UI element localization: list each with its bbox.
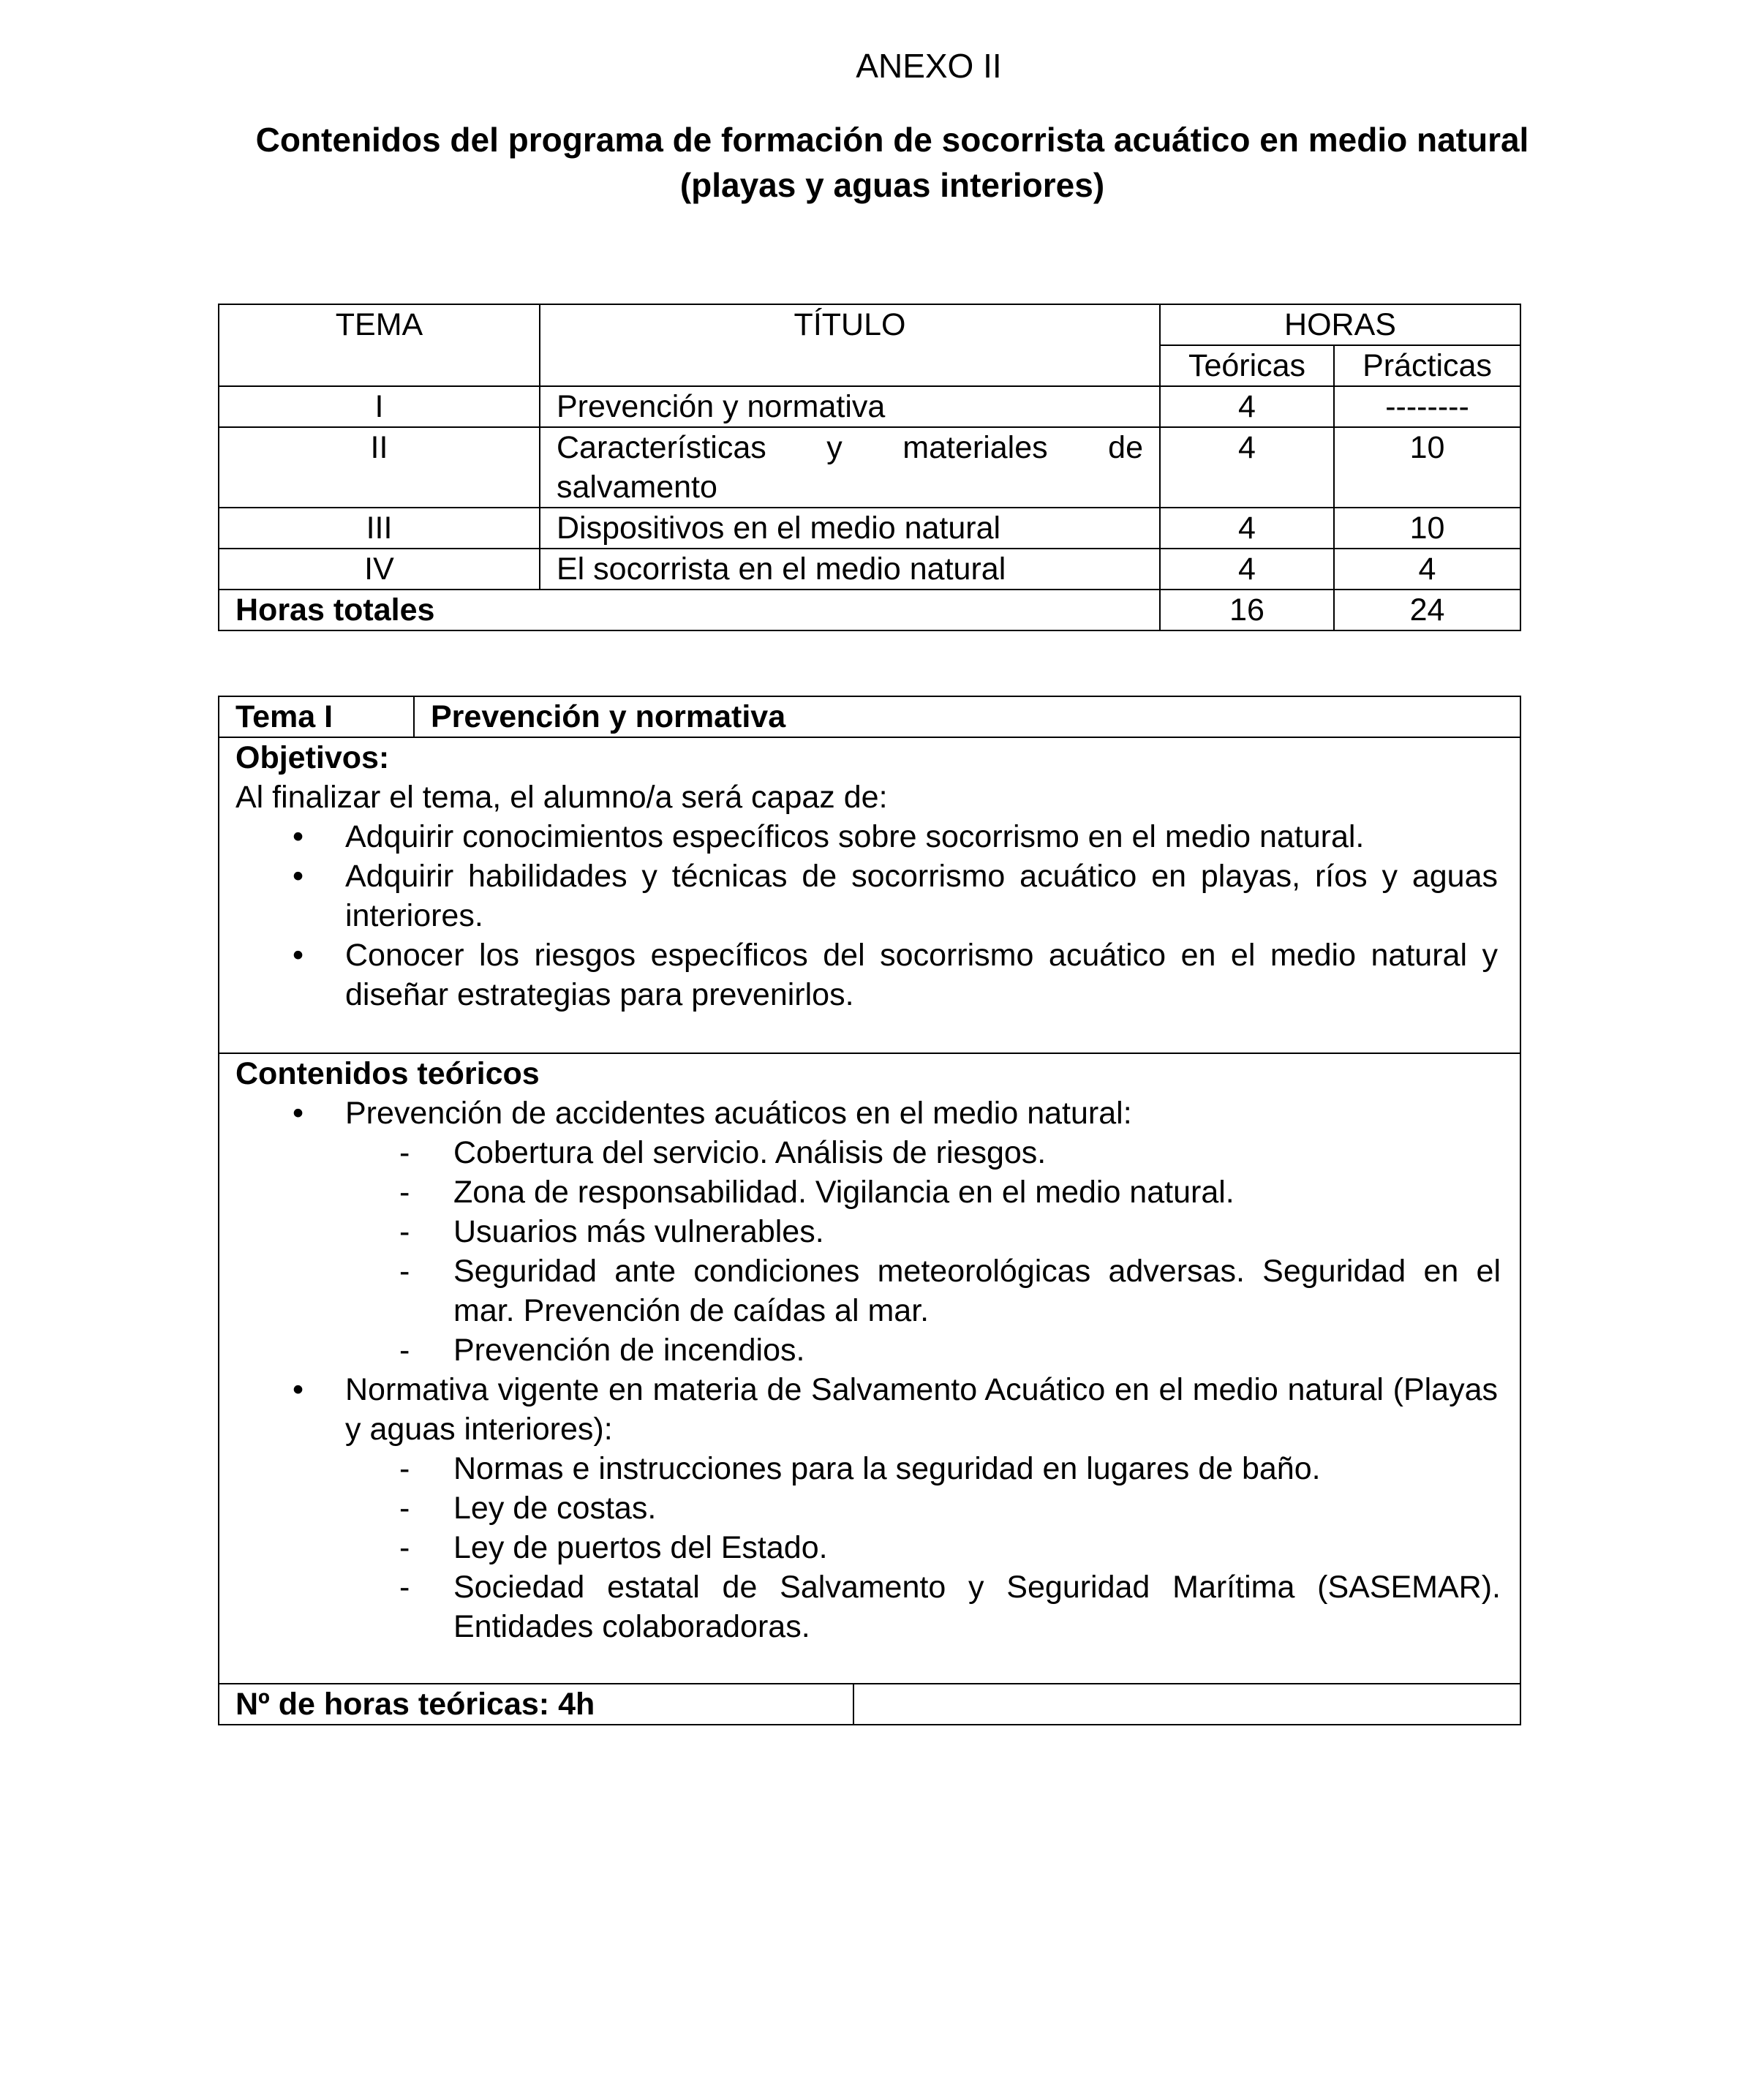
list-item: • Conocer los riesgos específicos del socorrismo acuático en el medio natural y diseñar estrategias para prevenirlos. (235, 935, 1501, 1014)
dash-icon: - (399, 1451, 410, 1486)
bullet-icon: • (293, 1372, 304, 1407)
objetivos-row (219, 737, 1520, 1053)
totals-teoricas: 16 (1160, 590, 1334, 630)
dash-icon: - (399, 1530, 410, 1565)
table-row (219, 427, 1520, 508)
list-item: • Adquirir conocimientos específicos sobre socorrismo en el medio natural. (235, 817, 1501, 856)
sub-list-item: - Seguridad ante condiciones meteorológicas adversas. Seguridad en el mar. Prevención de caídas al mar. (235, 1251, 1501, 1330)
row-titulo: Prevención y normativa (540, 386, 1160, 427)
header-tema: TEMA (219, 304, 540, 386)
sub-list-item: - Usuarios más vulnerables. (235, 1212, 1501, 1251)
sub-list-item: - Prevención de incendios. (235, 1330, 1501, 1370)
sub-list-item: - Cobertura del servicio. Análisis de riesgos. (235, 1133, 1501, 1172)
annex-label: ANEXO II (856, 47, 1002, 85)
dash-icon: - (399, 1135, 410, 1170)
sub-list-item: - Normas e instrucciones para la seguridad en lugares de baño. (235, 1449, 1501, 1488)
tema-label: Tema I (219, 696, 414, 737)
totals-row (219, 590, 1520, 630)
row-tema: III (219, 508, 540, 549)
row-teoricas: 4 (1160, 549, 1334, 590)
contenidos-row (219, 1053, 1520, 1684)
header-teoricas: Teóricas (1160, 345, 1334, 386)
horas-teoricas: Nº de horas teóricas: 4h (219, 1684, 853, 1725)
sub-list-item: - Zona de responsabilidad. Vigilancia en el medio natural. (235, 1172, 1501, 1212)
list-item: • Adquirir habilidades y técnicas de socorrismo acuático en playas, ríos y aguas interiores. (235, 856, 1501, 935)
row-teoricas: 4 (1160, 386, 1334, 427)
dash-icon: - (399, 1175, 410, 1210)
list-item: • Normativa vigente en materia de Salvamento Acuático en el medio natural (Playas y aguas interiores): (235, 1370, 1501, 1449)
tema-footer-row (219, 1684, 1520, 1725)
bullet-icon: • (293, 938, 304, 973)
row-titulo: Dispositivos en el medio natural (540, 508, 1160, 549)
row-tema: IV (219, 549, 540, 590)
sub-list-item: - Ley de puertos del Estado. (235, 1528, 1501, 1567)
summary-table (218, 304, 1521, 631)
sub-list-item: - Sociedad estatal de Salvamento y Seguridad Marítima (SASEMAR). Entidades colaboradoras. (235, 1567, 1501, 1646)
header-titulo: TÍTULO (540, 304, 1160, 386)
row-practicas: 4 (1334, 549, 1520, 590)
row-tema: I (219, 386, 540, 427)
table-row (219, 386, 1520, 427)
row-teoricas: 4 (1160, 427, 1334, 508)
objetivos-intro: Al finalizar el tema, el alumno/a será capaz de: (235, 780, 888, 815)
row-teoricas: 4 (1160, 508, 1334, 549)
totals-label: Horas totales (219, 590, 1160, 630)
dash-icon: - (399, 1214, 410, 1249)
objetivos-list (235, 817, 1501, 1014)
row-practicas: 10 (1334, 508, 1520, 549)
sub-list-item: - Ley de costas. (235, 1488, 1501, 1528)
row-practicas: -------- (1334, 386, 1520, 427)
table-row (219, 508, 1520, 549)
list-item: • Prevención de accidentes acuáticos en el medio natural: (235, 1093, 1501, 1133)
dash-icon: - (399, 1333, 410, 1368)
header-practicas: Prácticas (1334, 345, 1520, 386)
totals-practicas: 24 (1334, 590, 1520, 630)
tema-title: Prevención y normativa (414, 696, 1520, 737)
row-titulo: Características y materiales de salvamento (540, 427, 1160, 508)
bullet-icon: • (293, 819, 304, 854)
objetivos-cell (219, 737, 1520, 1053)
row-practicas: 10 (1334, 427, 1520, 508)
bullet-icon: • (293, 1096, 304, 1131)
dash-icon: - (399, 1570, 410, 1605)
summary-header-row (219, 304, 1520, 345)
contenidos-heading: Contenidos teóricos (235, 1056, 540, 1091)
row-titulo: El socorrista en el medio natural (540, 549, 1160, 590)
dash-icon: - (399, 1491, 410, 1526)
tema-header-row (219, 696, 1520, 737)
contenidos-cell (219, 1053, 1520, 1684)
contenidos-list (235, 1093, 1501, 1646)
table-row (219, 549, 1520, 590)
header-horas: HORAS (1160, 304, 1520, 345)
objetivos-heading: Objetivos: (235, 740, 390, 775)
bullet-icon: • (293, 859, 304, 894)
document-title: Contenidos del programa de formación de socorrista acuático en medio natural (playas y aguas interiores) (255, 121, 1529, 204)
dash-icon: - (399, 1254, 410, 1289)
row-tema: II (219, 427, 540, 508)
footer-empty-cell (853, 1684, 1520, 1725)
tema-detail-table (218, 696, 1521, 1725)
